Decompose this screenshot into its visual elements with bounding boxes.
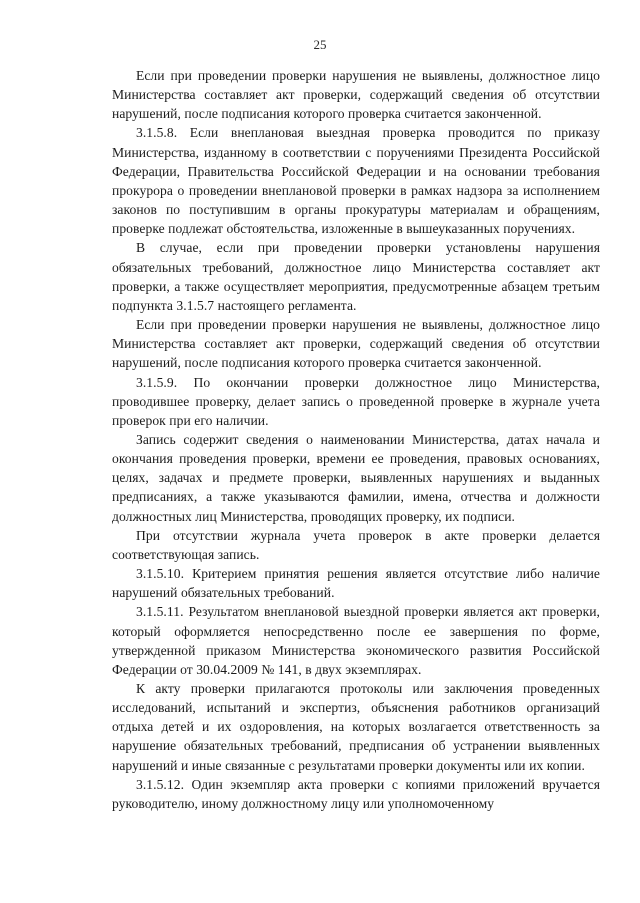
paragraph: Если при проведении проверки нарушения не выявлены, должностное лицо Министерства составляет акт проверки, содержащий сведения об отсутствии нарушений, после подписания которого проверка считается законченной. [112,317,600,371]
paragraph: 3.1.5.10. Критерием принятия решения является отсутствие либо наличие нарушений обязательных требований. [112,566,600,601]
document-body [112,66,600,813]
paragraph: 3.1.5.9. По окончании проверки должностное лицо Министерства, проводившее проверку, делает запись о проведенной проверке в журнале учета проверок при его наличии. [112,374,600,428]
paragraph: В случае, если при проведении проверки установлены нарушения обязательных требований, должностное лицо Министерства составляет акт проверки, а также осуществляет мероприятия, предусмотренные абзацем третьим подпункта 3.1.5.7 настоящего регламента. [112,240,600,313]
paragraph: К акту проверки прилагаются протоколы или заключения проведенных исследований, испытаний и экспертиз, объяснения работников организаций отдыха детей и их оздоровления, на которых возлагается ответственность за нарушение обязательных требований, предписания об устранении выявленных нарушений и иные связанные с результатами проверки документы или их копии. [112,681,600,773]
paragraph: 3.1.5.8. Если внеплановая выездная проверка проводится по приказу Министерства, изданному в соответствии с поручениями Президента Российской Федерации, Правительства Российской Федерации и на основании требования прокурора о проведении внеплановой проверки в рамках надзора за исполнением законов по поступившим в органы прокуратуры материалам и обращениям, проверке подлежат обстоятельства, изложенные в вышеуказанных поручениях. [112,125,600,237]
paragraph: 3.1.5.11. Результатом внеплановой выездной проверки является акт проверки, который оформляется непосредственно после ее завершения по форме, утвержденной приказом Министерства экономического развития Российской Федерации от 30.04.2009 № 141, в двух экземплярах. [112,604,600,677]
paragraph: При отсутствии журнала учета проверок в акте проверки делается соответствующая запись. [112,527,600,562]
page-number: 25 [313,37,327,52]
paragraph: Если при проведении проверки нарушения не выявлены, должностное лицо Министерства составляет акт проверки, содержащий сведения об отсутствии нарушений, после подписания которого проверка считается законченной. [112,68,600,122]
paragraph: Запись содержит сведения о наименовании Министерства, датах начала и окончания проведения проверки, времени ее проведения, правовых основаниях, целях, задачах и предмете проверки, выявленных нарушениях и выданных предписаниях, а также указываются фамилии, имена, отчества и должности должностных лиц Министерства, проводящих проверку, их подписи. [112,431,600,524]
paragraph: 3.1.5.12. Один экземпляр акта проверки с копиями приложений вручается руководителю, иному должностному лицу или уполномоченному [112,776,600,811]
